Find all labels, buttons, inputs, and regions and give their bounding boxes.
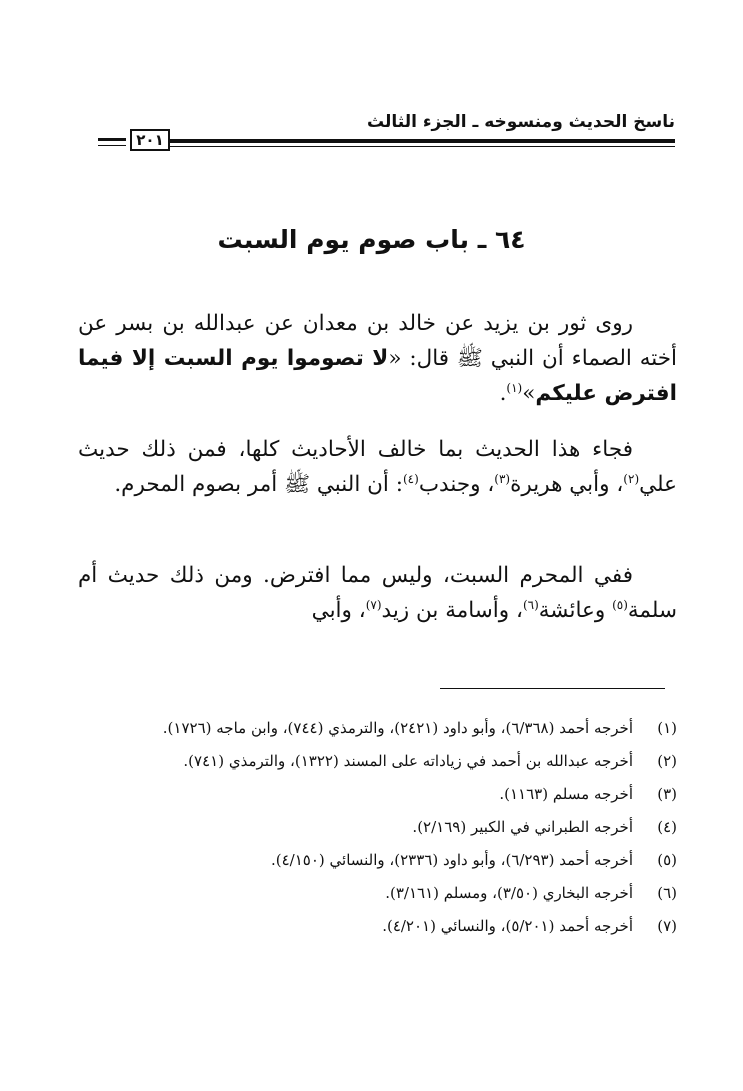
- footnote-ref-3[interactable]: (٣): [494, 471, 511, 486]
- paragraph-text: : أن النبي ﷺ أمر بصوم المحرم.: [114, 472, 403, 497]
- footnote-5: [92, 844, 677, 877]
- footnote-ref-5[interactable]: (٥): [612, 597, 628, 612]
- header-rule-thick: [170, 139, 675, 143]
- footnote-number: (٣): [657, 785, 677, 803]
- paragraph-text: ، وأبي: [311, 598, 366, 623]
- paragraph-3: [78, 558, 677, 628]
- paragraph-text: ، وأبي هريرة: [510, 472, 624, 497]
- footnote-text: أخرجه الطبراني في الكبير (٢/١٦٩).: [412, 818, 633, 836]
- footnote-4: [92, 811, 677, 844]
- footnote-3: [92, 778, 677, 811]
- footnote-text: أخرجه عبدالله بن أحمد في زياداته على المسند (١٣٢٢)، والترمذي (٧٤١).: [183, 752, 633, 770]
- footnote-ref-2[interactable]: (٢): [623, 471, 640, 486]
- paragraph-text: .: [499, 381, 507, 406]
- footnote-ref-7[interactable]: (٧): [365, 597, 382, 612]
- paragraph-text: »: [522, 381, 536, 406]
- footnote-number: (٢): [657, 752, 677, 770]
- footnote-text: أخرجه مسلم (١١٦٣).: [499, 785, 633, 803]
- footnote-number: (١): [657, 719, 677, 737]
- paragraph-2: [78, 432, 677, 502]
- footnote-2: [92, 745, 677, 778]
- paragraph-text: ، وجندب: [418, 472, 495, 497]
- page-number-dash-thin: [98, 145, 126, 146]
- footnote-ref-4[interactable]: (٤): [402, 471, 419, 486]
- paragraph-text: روى ثور بن يزيد عن خالد بن معدان عن عبدالله بن بسر عن أخته الصماء أن النبي ﷺ قال: «: [78, 311, 677, 371]
- footnotes: [92, 712, 677, 943]
- running-title: ناسخ الحديث ومنسوخه ـ الجزء الثالث: [367, 112, 675, 132]
- footnote-number: (٧): [657, 917, 677, 935]
- footnote-ref-6[interactable]: (٦): [522, 597, 539, 612]
- page-number-dash: [98, 138, 126, 141]
- footnote-text: أخرجه البخاري (٣/٥٠)، ومسلم (٣/١٦١).: [385, 884, 633, 902]
- footnote-1: [92, 712, 677, 745]
- footnote-text: أخرجه أحمد (٦/٣٦٨)، وأبو داود (٢٤٢١)، والترمذي (٧٤٤)، وابن ماجه (١٧٢٦).: [162, 719, 633, 737]
- footnote-number: (٦): [657, 884, 677, 902]
- footnote-text: أخرجه أحمد (٥/٢٠١)، والنسائي (٤/٢٠١).: [382, 917, 633, 935]
- paragraph-text: ففي المحرم السبت، وليس مما افترض. ومن ذلك حديث أم سلمة: [78, 563, 677, 623]
- paragraph-1: [78, 306, 677, 411]
- paragraph-text: وعائشة: [538, 598, 613, 623]
- footnote-number: (٤): [657, 818, 677, 836]
- page-number: ٢٠١: [130, 129, 170, 151]
- footnote-number: (٥): [657, 851, 677, 869]
- header-rule-thin: [170, 146, 675, 147]
- footnote-separator: [440, 688, 665, 689]
- footnote-6: [92, 877, 677, 910]
- footnote-text: أخرجه أحمد (٦/٢٩٣)، وأبو داود (٢٣٣٦)، والنسائي (٤/١٥٠).: [270, 851, 633, 869]
- paragraph-text: فجاء هذا الحديث بما خالف الأحاديث كلها، فمن ذلك حديث علي: [78, 437, 677, 497]
- chapter-title: ٦٤ ـ باب صوم يوم السبت: [217, 225, 526, 254]
- footnote-7: [92, 910, 677, 943]
- paragraph-text: ، وأسامة بن زيد: [381, 598, 523, 623]
- footnote-ref-1[interactable]: (١): [506, 380, 523, 395]
- hadith-quote: لا تصوموا يوم السبت إلا فيما افترض عليكم: [78, 346, 677, 406]
